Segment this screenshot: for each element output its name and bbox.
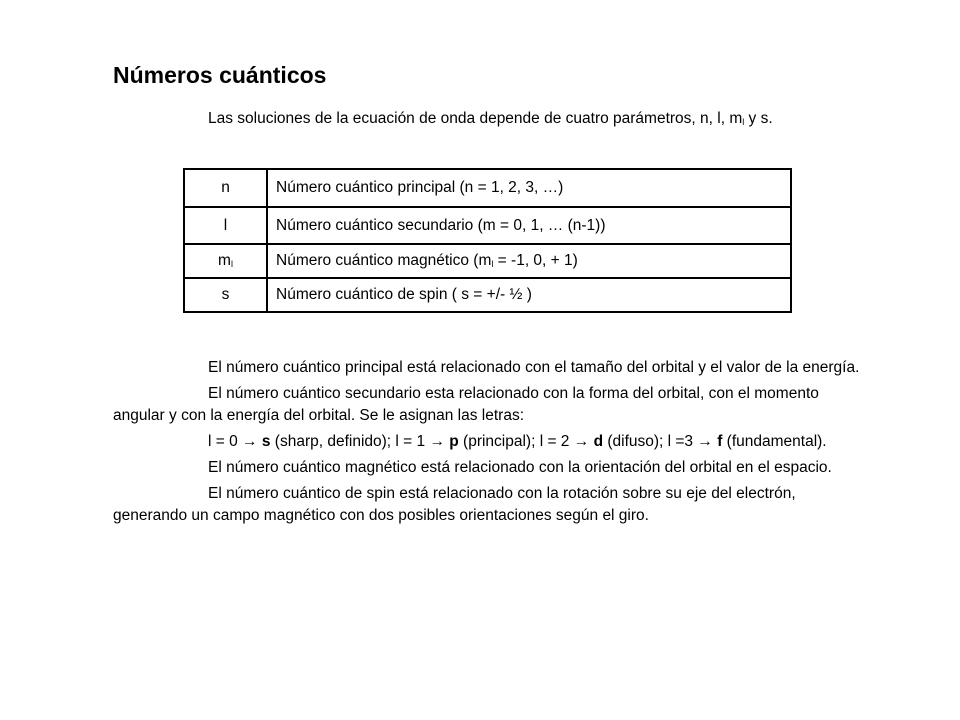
symbol-cell [184,278,267,312]
symbol: s [221,286,230,303]
letters-text: l = 0 [208,433,243,450]
arrow-icon: → [242,433,258,450]
paragraph-principal: El número cuántico principal está relacionado con el tamaño del orbital y el valor de la energía. [208,359,860,376]
letter-s: s [261,433,271,450]
intro-tail: y s. [744,110,773,127]
letters-text: (sharp, definido); l = 1 [270,433,430,450]
symbol: l [223,216,228,234]
symbol-cell [184,207,267,244]
symbol: n [221,179,230,196]
letters-text: (fundamental). [722,433,827,450]
symbol-cell [184,169,267,207]
letter-f: f [717,433,723,450]
arrow-icon: → [429,433,445,450]
letter-d: d [593,433,604,450]
page-title: Números cuánticos [113,62,327,88]
intro-subscript: l [742,117,745,127]
description: Número cuántico de spin ( s = +/- ½ ) [276,286,532,303]
arrow-icon: → [697,433,713,450]
intro-main: Las soluciones de la ecuación de onda depende de cuatro parámetros, n, l, m [208,110,743,127]
symbol-subscript: l [230,259,233,269]
description-cell [267,207,791,244]
quantum-numbers-table [183,168,792,313]
arrow-icon: → [573,433,590,450]
description-cell [267,278,791,312]
paragraph-letters [113,431,873,453]
symbol-cell [184,244,267,278]
paragraph-spin: El número cuántico de spin está relacionado con la rotación sobre su eje del electrón, generando un campo magnético con dos posibles orientaciones según el giro. [113,485,796,524]
body-text [113,357,873,531]
description: Número cuántico principal (n = 1, 2, 3, …) [276,179,564,196]
paragraph-magnetic: El número cuántico magnético está relacionado con la orientación del orbital en el espacio. [208,459,832,476]
table-row [184,278,791,312]
symbol: m [218,252,231,269]
table-row [184,244,791,278]
table-row [184,169,791,207]
description: Número cuántico secundario (m = 0, 1, … (n-1)) [276,216,606,234]
intro-text [208,110,773,128]
paragraph-secondary: El número cuántico secundario esta relacionado con la forma del orbital, con el momento angular y con la energía del orbital. Se le asignan las letras: [113,385,819,424]
description-subscript: l [491,259,494,269]
letter-p: p [449,433,459,450]
table-row [184,207,791,244]
description-cell [267,244,791,278]
letters-text: (difuso); l =3 [603,433,698,450]
letters-text: (principal); l = 2 [458,433,574,450]
description-cell [267,169,791,207]
description-tail: = -1, 0, + 1) [493,252,578,269]
description: Número cuántico magnético (m [276,252,492,269]
